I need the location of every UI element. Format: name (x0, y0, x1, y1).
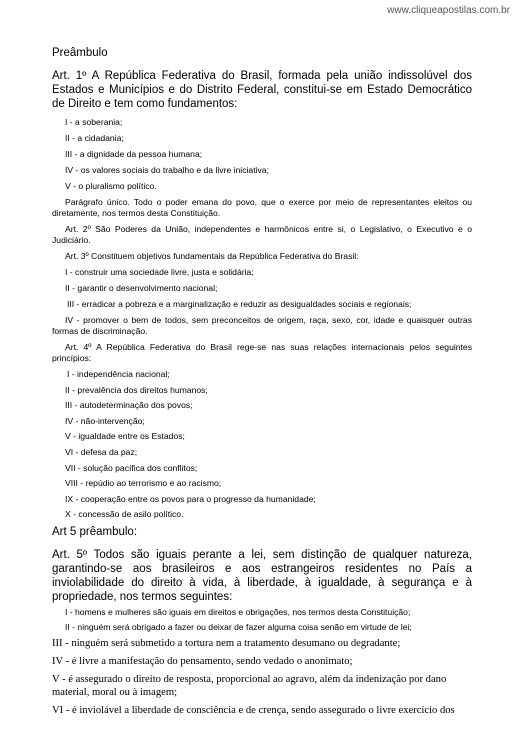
art3-item: I - construir uma sociedade livre, justa e solidária; (65, 267, 254, 277)
art4-item: X - concessão de asilo político. (65, 509, 184, 520)
art4-item: VIII - repúdio ao terrorismo e ao racismo; (65, 478, 222, 489)
art5-item: IV - é livre a manifestação do pensamento, sendo vedado o anonimato; (52, 655, 353, 667)
art1-text: Art. 1º A República Federativa do Brasil, formada pela união indissolúvel dos Estados e Municípios e do Distrito Federal, constitui-se em Estado Democrático de Direito e tem como fundamentos: (52, 70, 472, 110)
art4-text: Art. 4º A República Federativa do Brasil rege-se nas suas relações internacionais pelos seguintes princípios: (52, 342, 472, 363)
art4-item: V - igualdade entre os Estados; (65, 431, 185, 442)
art4-item: VI - defesa da paz; (65, 446, 138, 457)
art5-item: III - ninguém será submetido a tortura nem a tratamento desumano ou degradante; (52, 637, 401, 649)
art3-item: IV - promover o bem de todos, sem preconceitos de origem, raça, sexo, cor, idade e quaisquer outras formas de discriminação. (52, 315, 472, 336)
site-url: www.cliqueapostilas.com.br (387, 5, 510, 16)
art1-item: V - o pluralismo político. (65, 181, 157, 191)
art1-item: IV - os valores sociais do trabalho e da livre iniciativa; (65, 165, 269, 175)
art5-item: I - homens e mulheres são iguais em direitos e obrigações, nos termos desta Constituição; (65, 606, 411, 617)
art4-list (52, 369, 472, 520)
art1-item: I - a soberania; (65, 117, 123, 127)
art1-item: II - a cidadania; (65, 133, 124, 143)
art5-list-small (52, 607, 472, 633)
art1-list (52, 117, 472, 192)
art5-text: Art. 5º Todos são iguais perante a lei, sem distinção de qualquer natureza, garantindo-se aos brasileiros e aos estrangeiros residentes no País a inviolabilidade do direito à vida, à liberdade, à igualdade, à segurança e à propriedade, nos termos seguintes: (52, 548, 472, 603)
document-page (52, 46, 472, 722)
art5-preambulo-title: Art 5 prêambulo: (52, 525, 138, 538)
art5-item: V - é assegurado o direito de resposta, proporcional ao agravo, além da indenização por dano material, moral ou à imagem; (52, 673, 447, 698)
art3-text: Art. 3º Constituem objetivos fundamentais da República Federativa do Brasil: (65, 251, 359, 261)
art1-item: III - a dignidade da pessoa humana; (65, 149, 203, 159)
art5-item: II - ninguém será obrigado a fazer ou deixar de fazer alguma coisa senão em virtude de lei; (65, 621, 412, 632)
art5-list-serif (52, 637, 472, 717)
art3-item: III - erradicar a pobreza e a marginalização e reduzir as desigualdades sociais e regionais; (67, 299, 412, 309)
art5-item: VI - é inviolável a liberdade de consciência e de crença, sendo assegurado o livre exercício dos (52, 704, 455, 716)
art3-list (52, 267, 472, 337)
art4-item: IV - não-intervenção; (65, 415, 145, 426)
art4-item: II - prevalência dos direitos humanos; (65, 384, 208, 395)
preambulo-title: Preâmbulo (52, 47, 108, 59)
paragrafo-unico: Parágrafo único. Todo o poder emana do povo, que o exerce por meio de representantes eleitos ou diretamente, nos termos desta Constituição. (52, 197, 472, 218)
art3-item: II - garantir o desenvolvimento nacional; (65, 283, 218, 293)
art4-item: I - independência nacional; (67, 369, 170, 379)
art4-item: IX - cooperação entre os povos para o progresso da humanidade; (65, 493, 316, 504)
art4-item: VII - solução pacífica dos conflitos; (65, 462, 198, 473)
art4-item: III - autodeterminação dos povos; (65, 400, 193, 411)
art2-text: Art. 2º São Poderes da União, independentes e harmônicos entre si, o Legislativo, o Executivo e o Judiciário. (52, 224, 472, 245)
